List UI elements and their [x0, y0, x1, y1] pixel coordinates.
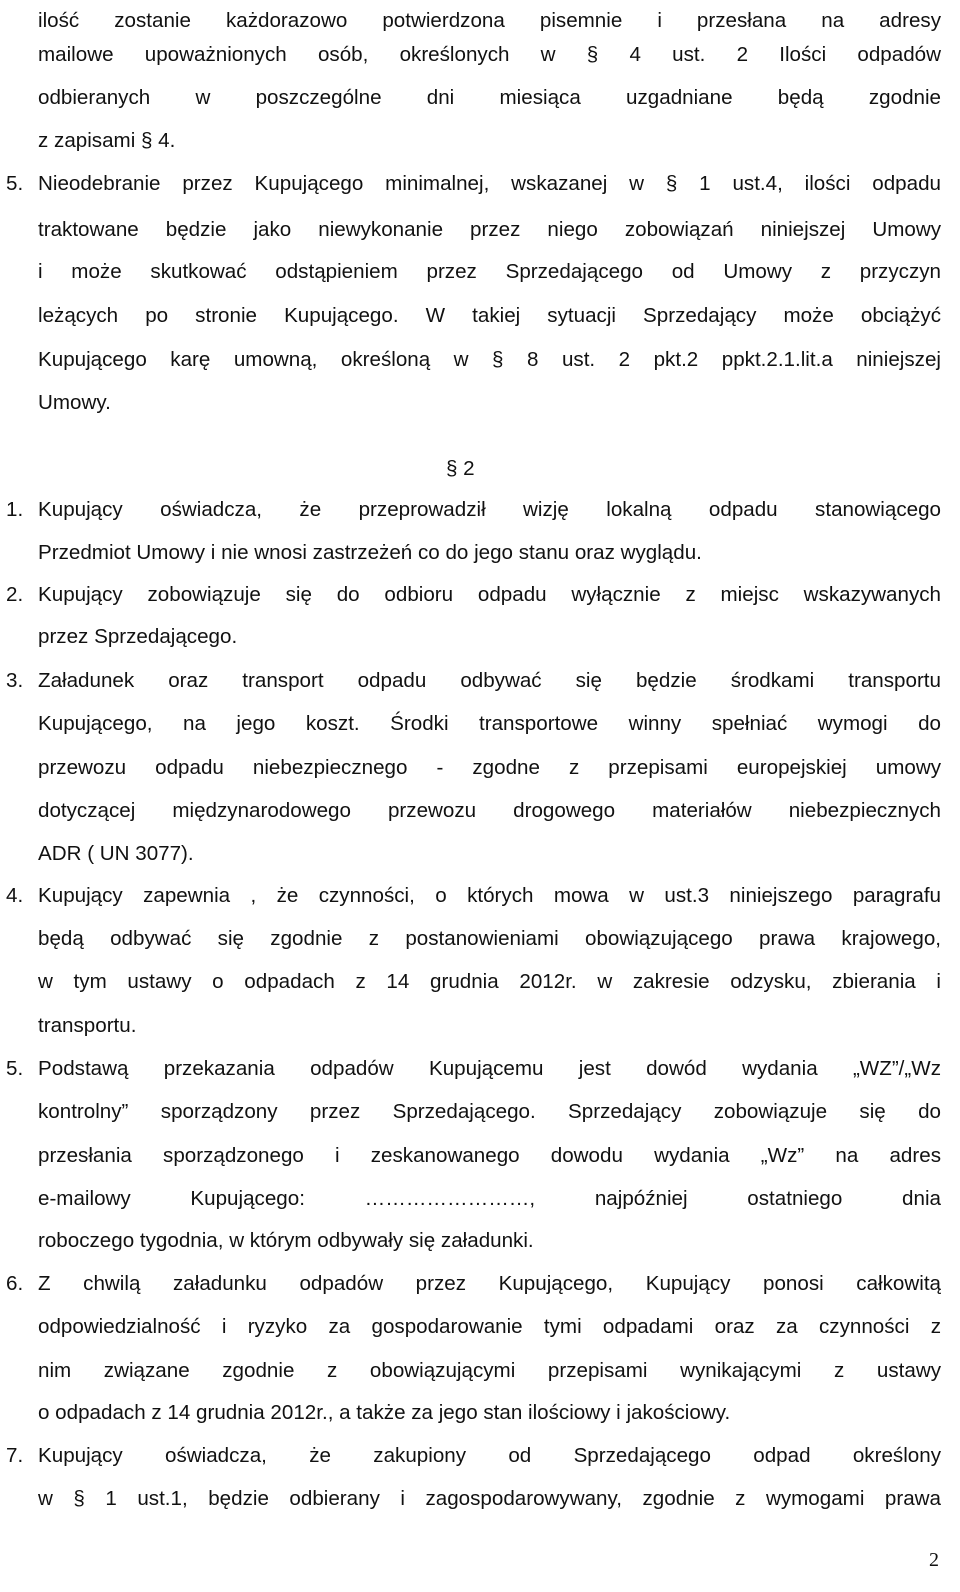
item-line: Załadunek oraz transport odpadu odbywać się będzie środkami transportu [38, 669, 941, 692]
item-line: Podstawą przekazania odpadów Kupującemu jest dowód wydania „WZ”/„Wz [38, 1057, 941, 1080]
point-line: i może skutkować odstąpieniem przez Sprzedającego od Umowy z przyczyn [38, 260, 941, 283]
item-line: roboczego tygodnia, w którym odbywały się załadunki. [38, 1229, 534, 1252]
item-line: dotyczącej międzynarodowego przewozu drogowego materiałów niebezpiecznych [38, 799, 941, 822]
item-line: będą odbywać się zgodnie z postanowieniami obowiązującego prawa krajowego, [38, 927, 941, 950]
item-line: Kupujący zobowiązuje się do odbioru odpadu wyłącznie z miejsc wskazywanych [38, 583, 941, 606]
item-number: 4. [6, 884, 24, 907]
point-line: Umowy. [38, 391, 111, 414]
section-heading: § 2 [446, 457, 475, 480]
page-number: 2 [929, 1549, 939, 1571]
point-line: Nieodebranie przez Kupującego minimalnej, wskazanej w § 1 ust.4, ilości odpadu [38, 172, 941, 195]
item-number: 2. [6, 583, 24, 606]
item-line: w tym ustawy o odpadach z 14 grudnia 2012r. w zakresie odzysku, zbierania i [38, 970, 941, 993]
item-line: e-mailowy Kupującego: ……………………, najpóźniej ostatniego dnia [38, 1187, 941, 1210]
intro-line: mailowe upoważnionych osób, określonych w § 4 ust. 2 Ilości odpadów [38, 43, 941, 66]
point-number: 5. [6, 172, 24, 195]
item-line: przewozu odpadu niebezpiecznego - zgodne z przepisami europejskiej umowy [38, 756, 941, 779]
item-line: Kupujący oświadcza, że przeprowadził wizję lokalną odpadu stanowiącego [38, 498, 941, 521]
item-line: Kupującego, na jego koszt. Środki transportowe winny spełniać wymogi do [38, 712, 941, 735]
item-line: Kupujący oświadcza, że zakupiony od Sprzedającego odpad określony [38, 1444, 941, 1467]
item-number: 1. [6, 498, 24, 521]
item-line: w § 1 ust.1, będzie odbierany i zagospodarowywany, zgodnie z wymogami prawa [38, 1487, 941, 1510]
item-line: odpowiedzialność i ryzyko za gospodarowanie tymi odpadami oraz za czynności z [38, 1315, 941, 1338]
item-line: Przedmiot Umowy i nie wnosi zastrzeżeń co do jego stanu oraz wyglądu. [38, 541, 702, 564]
item-line: transportu. [38, 1014, 137, 1037]
item-line: Kupujący zapewnia , że czynności, o których mowa w ust.3 niniejszego paragrafu [38, 884, 941, 907]
item-line: przesłania sporządzonego i zeskanowanego dowodu wydania „Wz” na adres [38, 1144, 941, 1167]
intro-line: z zapisami § 4. [38, 129, 176, 152]
intro-line: ilość zostanie każdorazowo potwierdzona pisemnie i przesłana na adresy [38, 9, 941, 32]
item-number: 7. [6, 1444, 24, 1467]
point-line: traktowane będzie jako niewykonanie przez niego zobowiązań niniejszej Umowy [38, 218, 941, 241]
item-number: 5. [6, 1057, 24, 1080]
item-line: przez Sprzedającego. [38, 625, 238, 648]
item-line: nim związane zgodnie z obowiązującymi przepisami wynikającymi z ustawy [38, 1359, 941, 1382]
point-line: leżących po stronie Kupującego. W takiej sytuacji Sprzedający może obciążyć [38, 304, 941, 327]
item-number: 3. [6, 669, 24, 692]
intro-line: odbieranych w poszczególne dni miesiąca uzgadniane będą zgodnie [38, 86, 941, 109]
point-line: Kupującego karę umowną, określoną w § 8 ust. 2 pkt.2 ppkt.2.1.lit.a niniejszej [38, 348, 941, 371]
item-line: ADR ( UN 3077). [38, 842, 194, 865]
item-line: Z chwilą załadunku odpadów przez Kupującego, Kupujący ponosi całkowitą [38, 1272, 941, 1295]
item-number: 6. [6, 1272, 24, 1295]
item-line: kontrolny” sporządzony przez Sprzedającego. Sprzedający zobowiązuje się do [38, 1100, 941, 1123]
item-line: o odpadach z 14 grudnia 2012r., a także za jego stan ilościowy i jakościowy. [38, 1401, 731, 1424]
